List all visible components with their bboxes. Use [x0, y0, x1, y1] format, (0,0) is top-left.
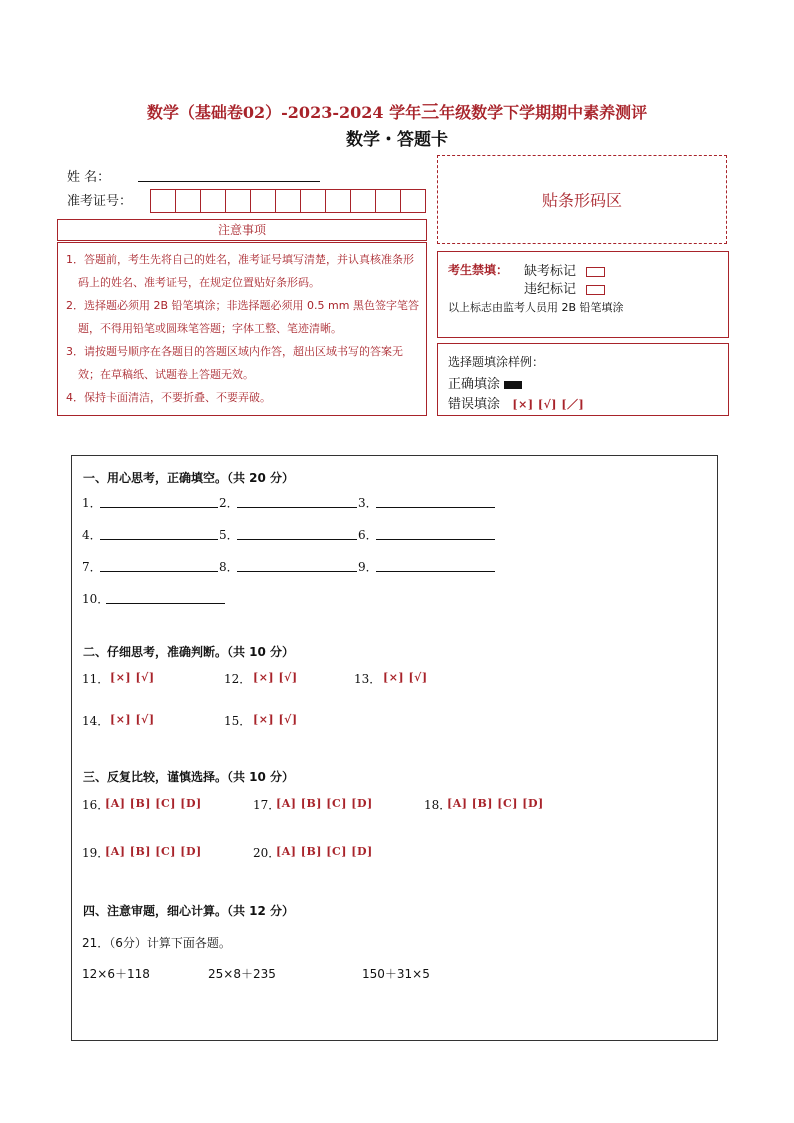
notice-title: 注意事项: [57, 219, 427, 241]
barcode-area: [437, 155, 727, 244]
id-digit-box[interactable]: [175, 189, 201, 213]
wrong-fill-row: [448, 393, 584, 412]
judge-options[interactable]: [×] [√]: [110, 713, 155, 726]
violation-mark-box[interactable]: [586, 285, 605, 295]
absent-mark-label: 缺考标记: [524, 264, 577, 279]
fill-question-number: 6．: [358, 528, 378, 542]
absent-mark-row: [524, 260, 605, 279]
judge-question-number: 12．: [224, 672, 252, 686]
fill-answer-line[interactable]: [376, 571, 495, 572]
absent-mark-box[interactable]: [586, 267, 605, 277]
fill-question-number: 5．: [219, 528, 239, 542]
calc-item: 150＋31×5: [362, 967, 430, 981]
fill-question-number: 8．: [219, 560, 239, 574]
examiner-note: 以上标志由监考人员用 2B 铅笔填涂: [448, 301, 624, 314]
section-3-heading: 三、反复比较，谨慎选择。（共 10 分）: [83, 770, 295, 784]
judge-question-number: 15．: [224, 714, 252, 728]
fill-question-number: 2．: [219, 496, 239, 510]
choice-question-number: 20．: [253, 846, 281, 860]
fill-answer-line[interactable]: [237, 571, 357, 572]
notice-item: 3．请按题号顺序在各题目的答题区域内作答，超出区域书写的答案无效；在草稿纸、试题卷上答题无效。: [66, 345, 403, 381]
choice-options[interactable]: [A] [B] [C] [D]: [105, 797, 202, 810]
name-field[interactable]: [138, 181, 320, 182]
title-suffix: 年级数学下学期期中素养测评: [439, 103, 648, 122]
answer-area: [71, 455, 718, 1041]
notice-item: 2．选择题必须用 2B 铅笔填涂；非选择题必须用 0.5 mm 黑色签字笔答题，不得用铅笔或圆珠笔答题；字体工整、笔迹清晰。: [66, 299, 419, 335]
question-21-prompt: 21．（6分）计算下面各题。: [82, 936, 231, 950]
notice-item: 4．保持卡面清洁，不要折叠、不要弄破。: [66, 391, 271, 404]
choice-options[interactable]: [A] [B] [C] [D]: [105, 845, 202, 858]
choice-question-number: 18．: [424, 798, 452, 812]
fill-question-number: 7．: [82, 560, 102, 574]
fill-answer-line[interactable]: [106, 603, 225, 604]
fill-answer-line[interactable]: [237, 539, 357, 540]
id-label: 准考证号：: [67, 194, 133, 209]
judge-options[interactable]: [×] [√]: [253, 671, 298, 684]
judge-question-number: 11．: [82, 672, 110, 686]
id-number-boxes[interactable]: [151, 189, 426, 213]
examiner-only-heading: 考生禁填：: [448, 263, 509, 277]
section-1-heading: 一、用心思考，正确填空。（共 20 分）: [83, 471, 295, 485]
notice-box: [57, 242, 427, 416]
exam-title: [0, 98, 794, 124]
violation-mark-row: [524, 278, 605, 297]
notice-item: 1．答题前，考生先将自己的姓名，准考证号填写清楚，并认真核准条形码上的姓名、准考证号，在规定位置贴好条形码。: [66, 253, 414, 289]
violation-mark-label: 违纪标记: [524, 282, 577, 297]
choice-question-number: 19．: [82, 846, 110, 860]
fill-answer-line[interactable]: [100, 507, 218, 508]
fill-answer-line[interactable]: [100, 539, 218, 540]
judge-options[interactable]: [×] [√]: [383, 671, 428, 684]
title-prefix: 数学（基础卷02）-2023-2024 学年: [146, 103, 422, 122]
id-digit-box[interactable]: [400, 189, 426, 213]
wrong-fill-label: 错误填涂: [448, 397, 501, 412]
choice-options[interactable]: [A] [B] [C] [D]: [447, 797, 544, 810]
id-digit-box[interactable]: [300, 189, 326, 213]
fill-question-number: 9．: [358, 560, 378, 574]
judge-question-number: 14．: [82, 714, 110, 728]
fill-question-number: 1．: [82, 496, 102, 510]
id-digit-box[interactable]: [250, 189, 276, 213]
answer-card-subtitle: 数学・答题卡: [346, 130, 448, 150]
wrong-fill-marks: [×] [√] [／]: [512, 398, 585, 411]
choice-question-number: 16．: [82, 798, 110, 812]
fill-answer-line[interactable]: [100, 571, 218, 572]
section-2-heading: 二、仔细思考，准确判断。（共 10 分）: [83, 645, 295, 659]
choice-question-number: 17．: [253, 798, 281, 812]
judge-question-number: 13．: [354, 672, 382, 686]
id-digit-box[interactable]: [350, 189, 376, 213]
judge-options[interactable]: [×] [√]: [110, 671, 155, 684]
correct-fill-label: 正确填涂: [448, 377, 501, 392]
choice-options[interactable]: [A] [B] [C] [D]: [276, 797, 373, 810]
title-emphasis: 三: [421, 102, 440, 123]
fill-question-number: 4．: [82, 528, 102, 542]
correct-fill-row: [448, 373, 522, 392]
id-digit-box[interactable]: [325, 189, 351, 213]
fill-answer-line[interactable]: [376, 507, 495, 508]
fill-answer-line[interactable]: [376, 539, 495, 540]
name-label: 姓 名：: [67, 170, 111, 185]
fill-sample-heading: 选择题填涂样例：: [448, 355, 545, 369]
id-digit-box[interactable]: [150, 189, 176, 213]
id-digit-box[interactable]: [275, 189, 301, 213]
section-4-heading: 四、注意审题，细心计算。（共 12 分）: [83, 904, 295, 918]
id-digit-box[interactable]: [225, 189, 251, 213]
filled-mark-sample: [504, 381, 522, 389]
judge-options[interactable]: [×] [√]: [253, 713, 298, 726]
fill-sample-box: [437, 343, 729, 416]
choice-options[interactable]: [A] [B] [C] [D]: [276, 845, 373, 858]
calc-item: 12×6＋118: [82, 967, 150, 981]
fill-answer-line[interactable]: [237, 507, 357, 508]
barcode-area-label: 贴条形码区: [541, 191, 622, 210]
id-digit-box[interactable]: [200, 189, 226, 213]
calc-item: 25×8＋235: [208, 967, 276, 981]
examiner-only-box: [437, 251, 729, 338]
fill-question-number: 10．: [82, 592, 110, 606]
fill-question-number: 3．: [358, 496, 378, 510]
id-digit-box[interactable]: [375, 189, 401, 213]
